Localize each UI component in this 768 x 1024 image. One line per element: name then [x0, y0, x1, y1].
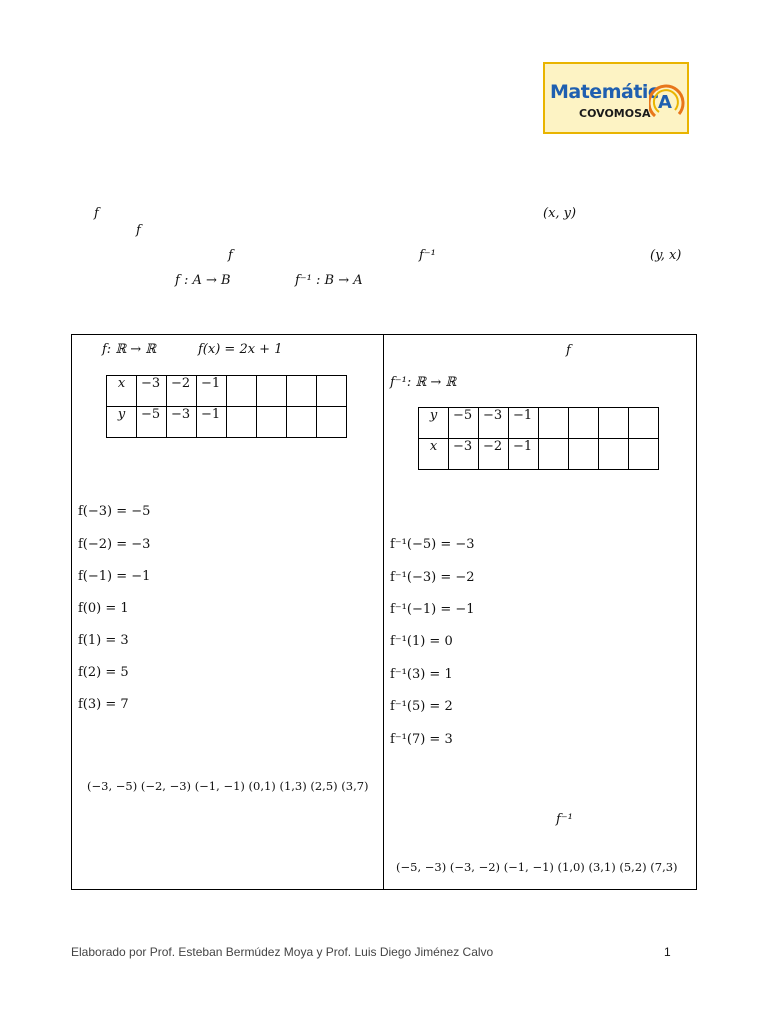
- right-eval: f⁻¹(1) = 0: [390, 634, 453, 649]
- logo-subtitle: COVOMOSA: [579, 107, 651, 120]
- right-eval: f⁻¹(−5) = −3: [390, 537, 475, 552]
- footer-credit: Elaborado por Prof. Esteban Bermúdez Moya y Prof. Luis Diego Jiménez Calvo: [71, 945, 494, 959]
- column-divider: [383, 334, 384, 890]
- table-cell: [227, 376, 257, 407]
- left-eval: f(−3) = −5: [78, 504, 151, 519]
- right-finv-label: f⁻¹: [556, 812, 573, 827]
- logo: [543, 62, 689, 134]
- left-eval: f(0) = 1: [78, 601, 129, 616]
- table-cell: −1: [509, 408, 539, 439]
- table-cell: y: [419, 408, 449, 439]
- left-eval: f(−1) = −1: [78, 569, 151, 584]
- table-cell: −1: [509, 439, 539, 470]
- left-value-table: [106, 375, 347, 438]
- table-cell: x: [419, 439, 449, 470]
- logo-tail: A: [658, 92, 672, 113]
- right-value-table: [418, 407, 659, 470]
- table-cell: −1: [197, 376, 227, 407]
- table-cell: [569, 439, 599, 470]
- table-cell: [599, 439, 629, 470]
- table-cell: [629, 439, 659, 470]
- table-cell: −1: [197, 407, 227, 438]
- intro-finv: f⁻¹: [419, 248, 436, 263]
- right-eval: f⁻¹(5) = 2: [390, 699, 453, 714]
- left-eval: f(−2) = −3: [78, 537, 151, 552]
- left-f-rule: f(x) = 2x + 1: [198, 342, 283, 357]
- right-finv-domain: f⁻¹: ℝ → ℝ: [390, 375, 457, 390]
- table-cell: −2: [479, 439, 509, 470]
- intro-yx: (y, x): [650, 248, 682, 263]
- table-cell: −3: [167, 407, 197, 438]
- intro-finv-b-a: f⁻¹ : B → A: [295, 273, 363, 288]
- table-cell: −5: [449, 408, 479, 439]
- table-cell: −3: [479, 408, 509, 439]
- table-cell: −5: [137, 407, 167, 438]
- left-eval: f(3) = 7: [78, 697, 129, 712]
- right-eval: f⁻¹(−1) = −1: [390, 602, 475, 617]
- intro-xy: (x, y): [543, 206, 577, 221]
- logo-word: Matemátic: [550, 81, 659, 103]
- intro-f2: f: [136, 223, 141, 238]
- left-ordered-pairs: (−3, −5) (−2, −3) (−1, −1) (0,1) (1,3) (2,5) (3,7): [87, 779, 369, 793]
- table-cell: −2: [167, 376, 197, 407]
- table-cell: [317, 376, 347, 407]
- table-cell: [287, 376, 317, 407]
- left-f-domain: f: ℝ → ℝ: [102, 342, 157, 357]
- table-cell: [569, 408, 599, 439]
- left-eval: f(1) = 3: [78, 633, 129, 648]
- table-cell: y: [107, 407, 137, 438]
- right-eval: f⁻¹(−3) = −2: [390, 570, 475, 585]
- right-ordered-pairs: (−5, −3) (−3, −2) (−1, −1) (1,0) (3,1) (5,2) (7,3): [396, 860, 678, 874]
- right-f: f: [566, 343, 571, 358]
- table-cell: [629, 408, 659, 439]
- table-row: [419, 439, 659, 470]
- table-cell: [599, 408, 629, 439]
- right-eval: f⁻¹(7) = 3: [390, 732, 453, 747]
- table-cell: [539, 439, 569, 470]
- table-row: [419, 408, 659, 439]
- table-cell: [539, 408, 569, 439]
- table-row: [107, 376, 347, 407]
- intro-f1: f: [94, 206, 99, 221]
- table-cell: −3: [449, 439, 479, 470]
- right-eval: f⁻¹(3) = 1: [390, 667, 453, 682]
- table-cell: −3: [137, 376, 167, 407]
- table-cell: x: [107, 376, 137, 407]
- table-cell: [287, 407, 317, 438]
- table-row: [107, 407, 347, 438]
- table-cell: [257, 376, 287, 407]
- logo-arc-icon: [649, 78, 689, 122]
- table-cell: [317, 407, 347, 438]
- left-eval: f(2) = 5: [78, 665, 129, 680]
- page-number: 1: [664, 945, 671, 959]
- intro-f-a-b: f : A → B: [175, 273, 231, 288]
- table-cell: [257, 407, 287, 438]
- table-cell: [227, 407, 257, 438]
- intro-f3: f: [228, 248, 233, 263]
